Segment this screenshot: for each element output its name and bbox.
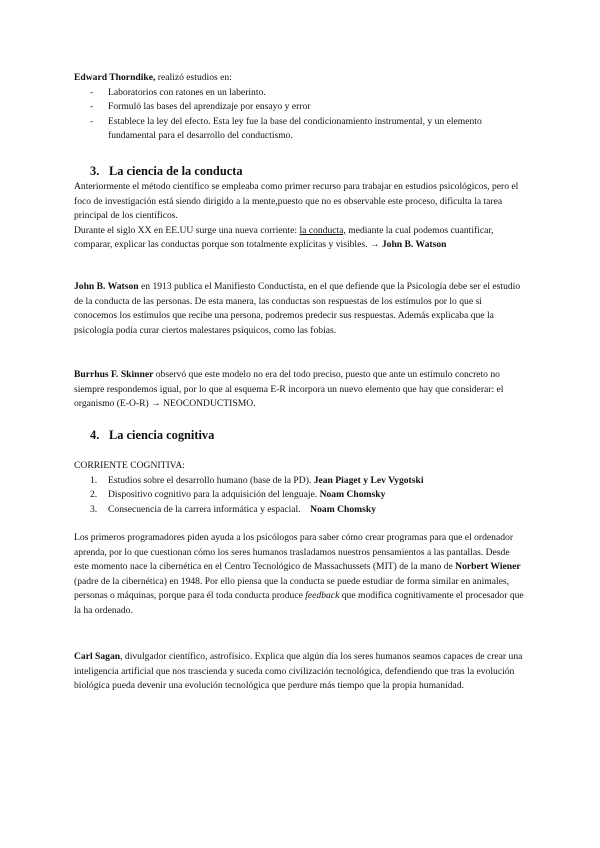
author-name: Norbert Wiener: [455, 561, 521, 573]
section-3-heading: [90, 163, 243, 179]
section-4-number: 4.: [90, 428, 100, 442]
corriente-block: [74, 459, 526, 517]
thorndike-block: [74, 71, 526, 144]
list-item: [74, 503, 526, 518]
underlined-term: la conducta,: [299, 224, 346, 236]
italic-term: feedback: [305, 590, 340, 602]
watson-paragraph: [74, 280, 526, 338]
paragraph-text: , divulgador científico, astrofísico. Explica que algún día los seres humanos seamos capaces de crear una inteligencia artificial que nos trascienda y suceda como civilización tecnológica, defendiendo que tras la evolución biológica pueda devenir una evolución tecnológica que perdure más tiempo que la propia humanidad.: [74, 651, 523, 692]
list-number: 3.: [90, 503, 98, 515]
list-item: [74, 488, 526, 503]
paragraph-text: mediante la cual podemos cuantificar, comparar, explicar las conductas porque son totalmente explícitas y visibles. →: [74, 224, 494, 251]
list-item: - Formuló las bases del aprendizaje por ensayo y error: [74, 100, 526, 115]
list-number: 1.: [90, 474, 98, 486]
author-name: John B. Watson: [74, 281, 139, 292]
list-item: - Establece la ley del efecto. Esta ley fue la base del condicionamiento instrumental, y un elemento fundamental para el desarrollo del conductismo.: [74, 115, 526, 144]
section-3-title: La ciencia de la conducta: [109, 164, 243, 178]
list-text: Dispositivo cognitivo para la adquisición del lenguaje.: [108, 489, 320, 501]
skinner-paragraph: [74, 368, 526, 412]
section-3-number: 3.: [90, 164, 100, 178]
paragraph-text: Durante el siglo XX en EE.UU surge una nueva corriente:: [74, 224, 300, 236]
cybernetics-paragraph: [74, 531, 526, 619]
list-item: [74, 474, 526, 489]
author-name: Noam Chomsky: [310, 503, 377, 515]
sagan-paragraph: [74, 650, 526, 694]
author-name: Noam Chomsky: [319, 489, 386, 501]
paragraph-text: observó que este modelo no era del todo preciso, puesto que ante un estímulo concreto no siempre respondemos igual, por lo que al esquema E-R incorpora un nuevo elemento que hay que considerar: el organismo (E-O-R) → NEOCONDUCTISMO.: [74, 369, 504, 410]
list-number: 2.: [90, 489, 98, 501]
corriente-list: [74, 474, 526, 518]
author-name: Burrhus F. Skinner: [74, 369, 154, 380]
paragraph-text: que modifica cognitivamente el procesador que la ha ordenado.: [74, 590, 524, 616]
paragraph: [74, 224, 526, 253]
paragraph: Anteriormente el método científico se empleaba como primer recurso para trabajar en estudios psicológicos, pero el foco de investigación está siendo dirigido a la mente,puesto que no es observable este proceso, dificulta la tarea principal de los científicos.: [74, 181, 519, 222]
list-text: Consecuencia de la carrera informática y espacial.: [108, 503, 311, 515]
author-name: John B. Watson: [381, 239, 447, 251]
paragraph-text: Los primeros programadores piden ayuda a los psicólogos para saber cómo crear programas para que el ordenador aprenda, por lo que cuestionan cómo los seres humanos trasladamos nuestros pensamientos a las pantallas. Desde este momento nace la cibernética en el Centro Tecnológico de Massachussets (MIT) de la mano de: [74, 532, 514, 573]
author-name: Carl Sagan: [74, 651, 121, 662]
thorndike-intro-text: realizó estudios en:: [155, 72, 232, 83]
section-4-title: La ciencia cognitiva: [109, 428, 215, 442]
paragraph-text: en 1913 publica el Manifiesto Conductista, en el que defiende que la Psicología debe ser el estudio de la conducta de las personas. De esta manera, las conductas son respuestas de los estímulos por lo que si conocemos los estímulos que recibe una persona, podremos predecir sus respuestas. Además explicaba que la psicología podía curar ciertos malestares psíquicos, como las fobias.: [74, 281, 521, 336]
thorndike-list: [74, 86, 526, 144]
section-3-intro: [74, 180, 526, 253]
list-item: - Laboratorios con ratones en un laberinto.: [74, 86, 526, 101]
corriente-label: CORRIENTE COGNITIVA:: [74, 460, 185, 471]
list-text: Estudios sobre el desarrollo humano (base de la PD).: [108, 474, 314, 486]
thorndike-intro: [74, 71, 526, 86]
paragraph-text: (padre de la cibernética) en 1948. Por ello piensa que la conducta se puede estudiar de forma similar en animales, personas o máquinas, porque para él toda conducta produce: [74, 575, 510, 602]
section-4-heading: [90, 427, 214, 443]
thorndike-name: Edward Thorndike,: [74, 72, 156, 83]
author-name: Jean Piaget y Lev Vygotski: [313, 474, 424, 486]
